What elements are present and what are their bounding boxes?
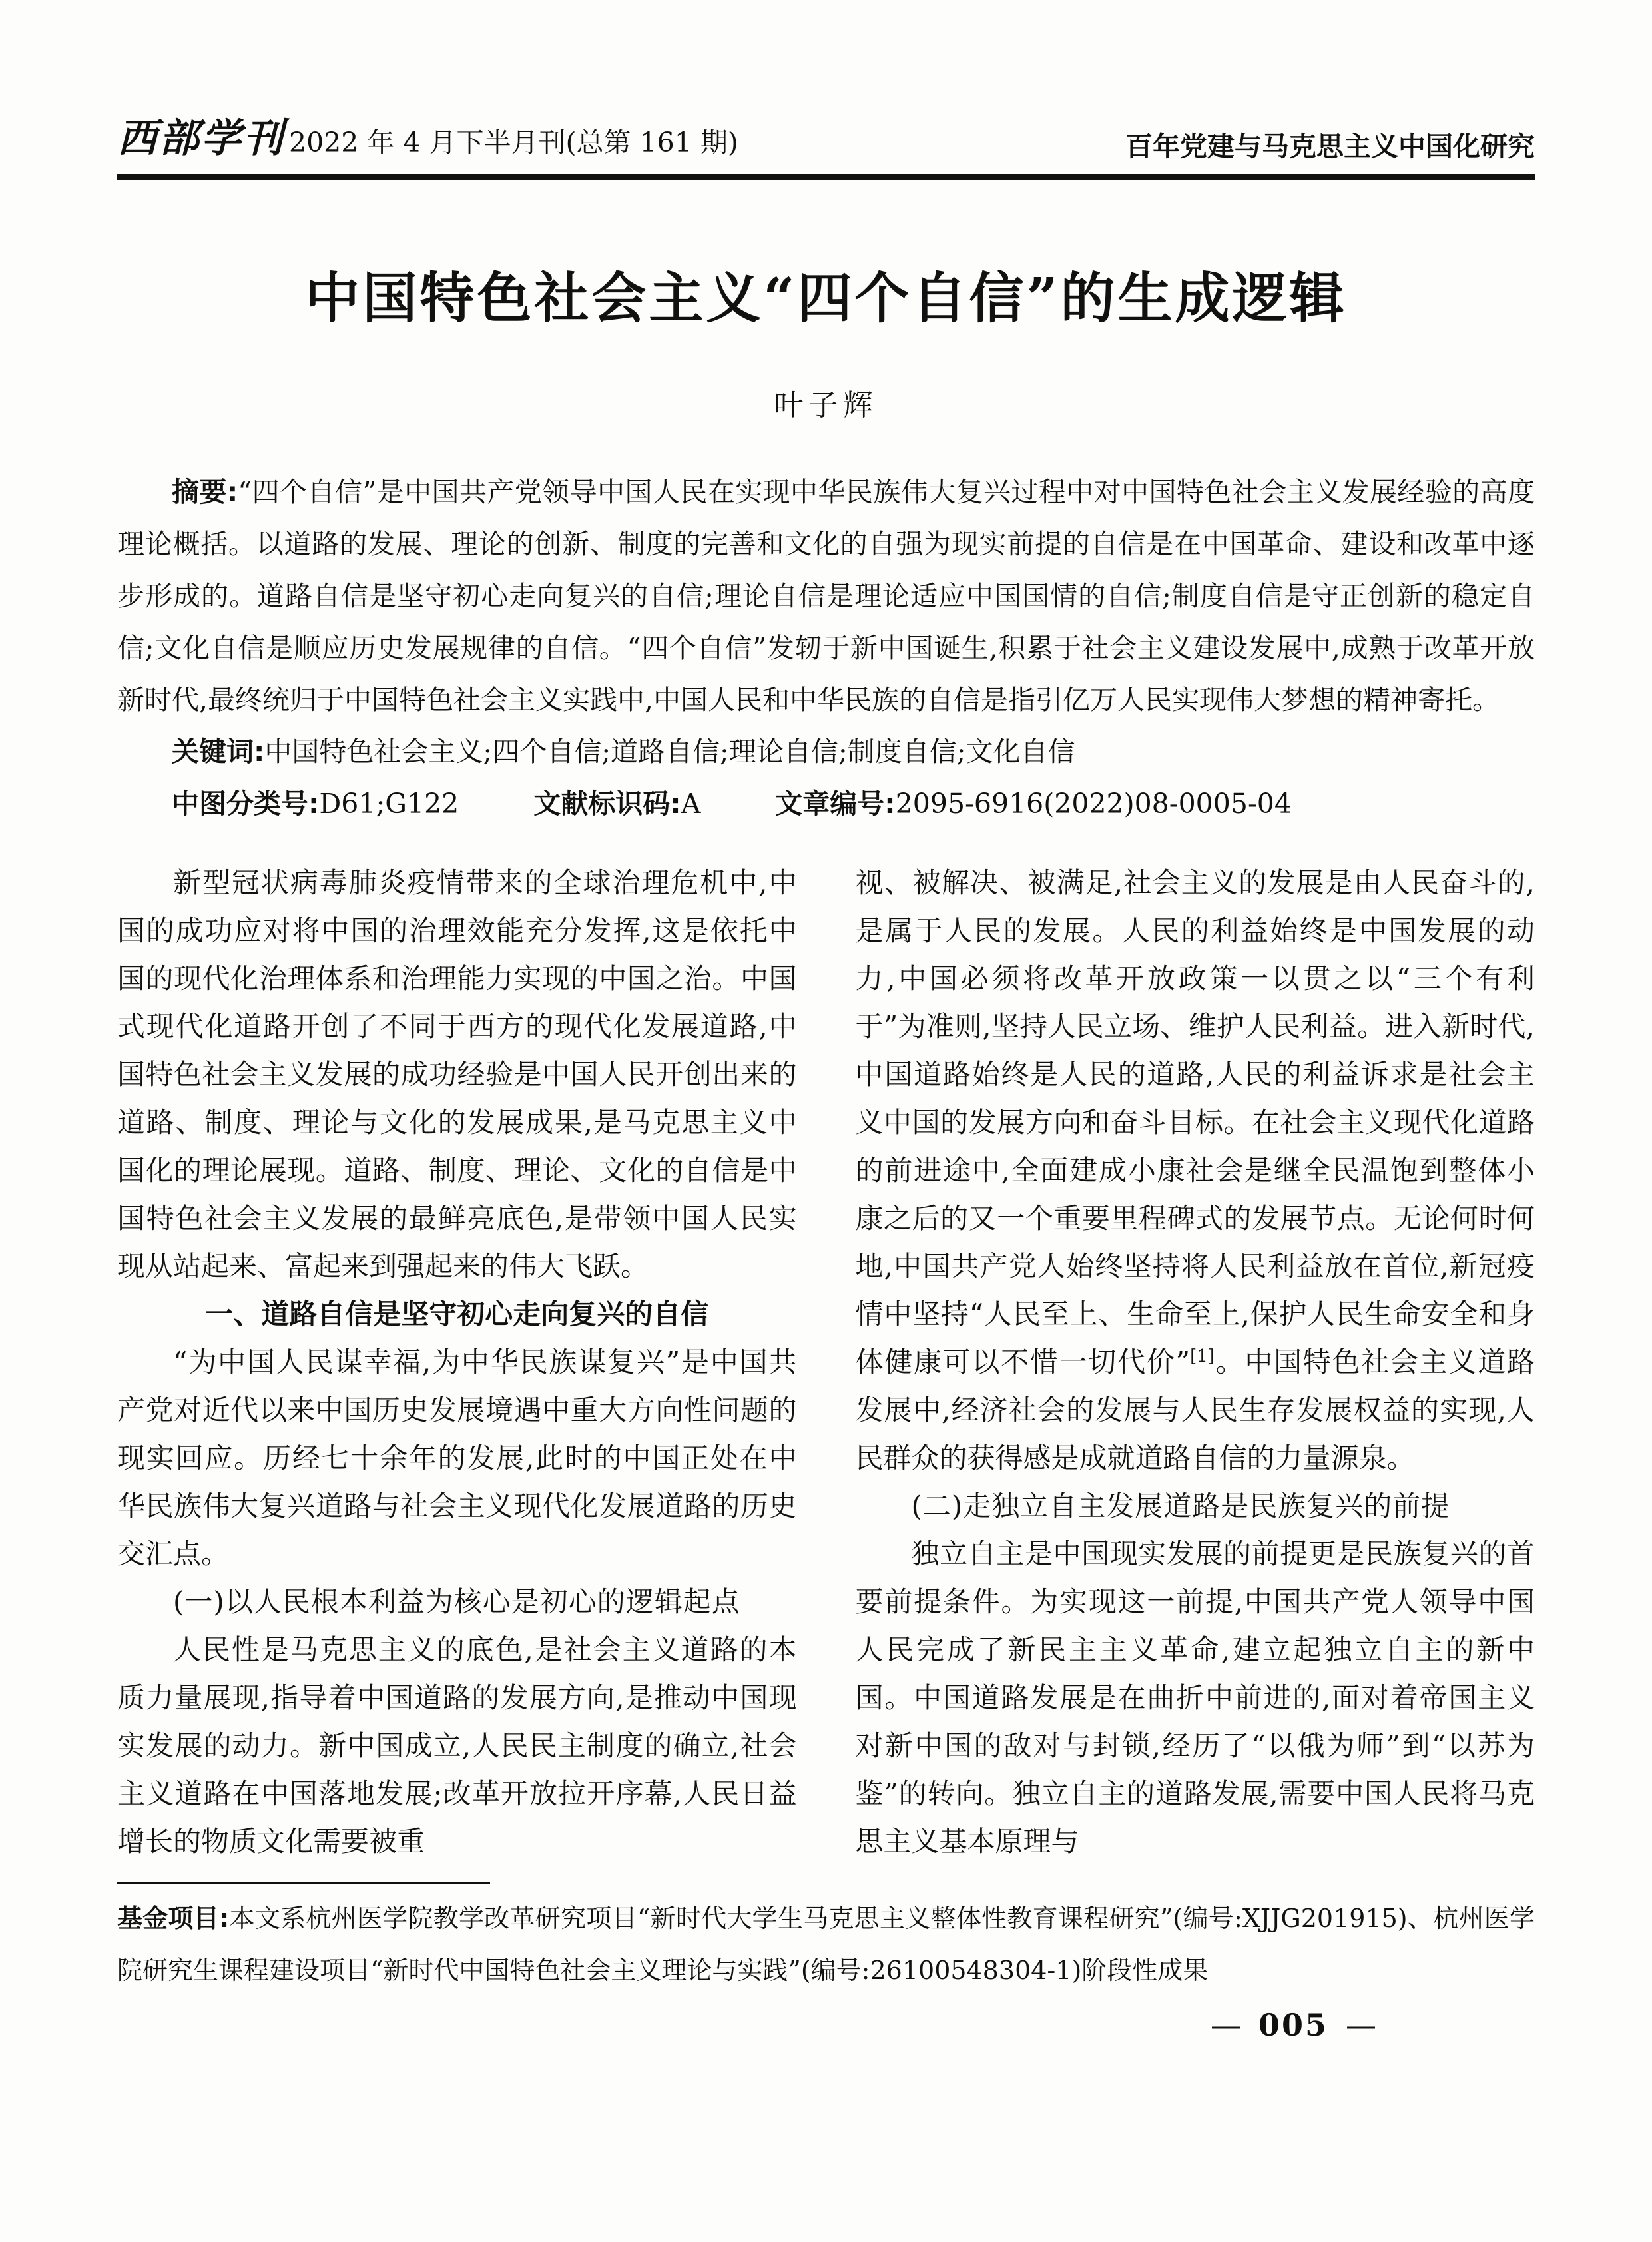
header-rule: [117, 174, 1535, 180]
subsection-heading-1-2: (二)走独立自主发展道路是民族复兴的前提: [911, 1490, 1450, 1522]
keywords-text: 中国特色社会主义;四个自信;道路自信;理论自信;制度自信;文化自信: [264, 736, 1075, 768]
journal-info: [117, 107, 738, 164]
article-id-label: 文章编号:: [775, 788, 896, 820]
paragraph-section1: “为中国人民谋幸福,为中华民族谋复兴”是中国共产党对近代以来中国历史发展境遇中重大方向性问题的现实回应。历经七十余年的发展,此时的中国正处在中华民族伟大复兴道路与社会主义现代化发展道路的历史交汇点。: [117, 1346, 797, 1570]
paragraph-subsection1-1-cont: [856, 859, 1535, 1482]
classification-line: [117, 778, 1535, 830]
abstract-text: “四个自信”是中国共产党领导中国人民在实现中华民族伟大复兴过程中对中国特色社会主义发展经验的高度理论概括。以道路的发展、理论的创新、制度的完善和文化的自强为现实前提的自信是在中国革命、建设和改革中逐步形成的。道路自信是坚守初心走向复兴的自信;理论自信是理论适应中国国情的自信;制度自信是守正创新的稳定自信;文化自信是顺应历史发展规律的自信。“四个自信”发轫于新中国诞生,积累于社会主义建设发展中,成熟于改革开放新时代,最终统归于中国特色社会主义实践中,中国人民和中华民族的自信是指引亿万人民实现伟大梦想的精神寄托。: [117, 476, 1535, 716]
subsection-heading-1-1: (一)以人民根本利益为核心是初心的逻辑起点: [173, 1585, 740, 1618]
clc-value: D61;G122: [319, 788, 459, 820]
article-meta: [117, 466, 1535, 830]
article-author: 叶子辉: [774, 388, 878, 422]
paragraph-subsection1-2: 独立自主是中国现实发展的前提更是民族复兴的首要前提条件。为实现这一前提,中国共产党人领导中国人民完成了新民主主义革命,建立起独立自主的新中国。中国道路发展是在曲折中前进的,面对着帝国主义对新中国的敌对与封锁,经历了“以俄为师”到“以苏为鉴”的转向。独立自主的道路发展,需要中国人民将马克思主义基本原理与: [855, 1538, 1535, 1858]
issue-info: 2022 年 4 月下半月刊(总第 161 期): [289, 127, 738, 158]
fund-project-note: [117, 1892, 1535, 1996]
footnote-area: [117, 1882, 1535, 1996]
abstract-paragraph: [117, 466, 1535, 726]
article-title: 中国特色社会主义“四个自信”的生成逻辑: [305, 266, 1347, 330]
paragraph-intro: 新型冠状病毒肺炎疫情带来的全球治理危机中,中国的成功应对将中国的治理效能充分发挥,这是依托中国的现代化治理体系和治理能力实现的中国之治。中国式现代化道路开创了不同于西方的现代化发展道路,中国特色社会主义发展的成功经验是中国人民开创出来的道路、制度、理论与文化的发展成果,是马克思主义中国化的理论展现。道路、制度、理论、文化的自信是中国特色社会主义发展的最鲜亮底色,是带领中国人民实现从站起来、富起来到强起来的伟大飞跃。: [117, 866, 797, 1282]
paragraph-text: 。中国特色社会主义道路发展中,经济社会的发展与人民生存发展权益的实现,人民群众的获得感是成就道路自信的力量源泉。: [855, 1346, 1535, 1474]
body-columns: [117, 859, 1535, 1866]
page-dash-right: —: [1346, 2007, 1376, 2043]
fund-project-text: 本文系杭州医学院教学改革研究项目“新时代大学生马克思主义整体性教育课程研究”(编号:XJJG201915)、杭州医学院研究生课程建设项目“新时代中国特色社会主义理论与实践”(编号:26100548304-1)阶段性成果: [117, 1904, 1535, 1985]
article-id-group: [775, 788, 1292, 820]
fund-project-label: 基金项目:: [117, 1904, 230, 1933]
clc-label: 中图分类号:: [172, 788, 320, 820]
page-number-line: [117, 2007, 1535, 2043]
footnote-separator: [117, 1882, 490, 1884]
paragraph-text: 视、被解决、被满足,社会主义的发展是由人民奋斗的,是属于人民的发展。人民的利益始终是中国发展的动力,中国必须将改革开放政策一以贯之以“三个有利于”为准则,坚持人民立场、维护人民利益。进入新时代,中国道路始终是人民的道路,人民的利益诉求是社会主义中国的发展方向和奋斗目标。在社会主义现代化道路的前进途中,全面建成小康社会是继全民温饱到整体小康之后的又一个重要里程碑式的发展节点。无论何时何地,中国共产党人始终坚持将人民利益放在首位,新冠疫情中坚持“人民至上、生命至上,保护人民生命安全和身体健康可以不惜一切代价”: [855, 866, 1535, 1378]
abstract-label: 摘要:: [172, 476, 238, 508]
article-id-value: 2095-6916(2022)08-0005-04: [895, 788, 1292, 820]
right-column: [856, 859, 1535, 1866]
page-number: 005: [1258, 2007, 1328, 2043]
doc-code-label: 文献标识码:: [533, 788, 681, 820]
paragraph-subsection1-1: 人民性是马克思主义的底色,是社会主义道路的本质力量展现,指导着中国道路的发展方向,是推动中国现实发展的动力。新中国成立,人民民主制度的确立,社会主义道路在中国落地发展;改革开放拉开序幕,人民日益增长的物质文化需要被重: [117, 1633, 797, 1858]
journal-logo: 西部学刊: [117, 115, 285, 162]
doc-code-value: A: [681, 788, 701, 820]
section-heading-1: 一、道路自信是坚守初心走向复兴的自信: [205, 1298, 709, 1330]
keywords-line: [117, 726, 1535, 778]
doc-code-group: [533, 788, 700, 820]
page-dash-left: —: [1210, 2007, 1241, 2043]
clc-group: [172, 788, 459, 820]
column-name: 百年党建与马克思主义中国化研究: [1125, 131, 1535, 162]
left-column: [117, 859, 797, 1866]
citation-ref-1: [1]: [1190, 1346, 1215, 1366]
keywords-label: 关键词:: [172, 736, 265, 768]
page-header: [117, 0, 1535, 164]
